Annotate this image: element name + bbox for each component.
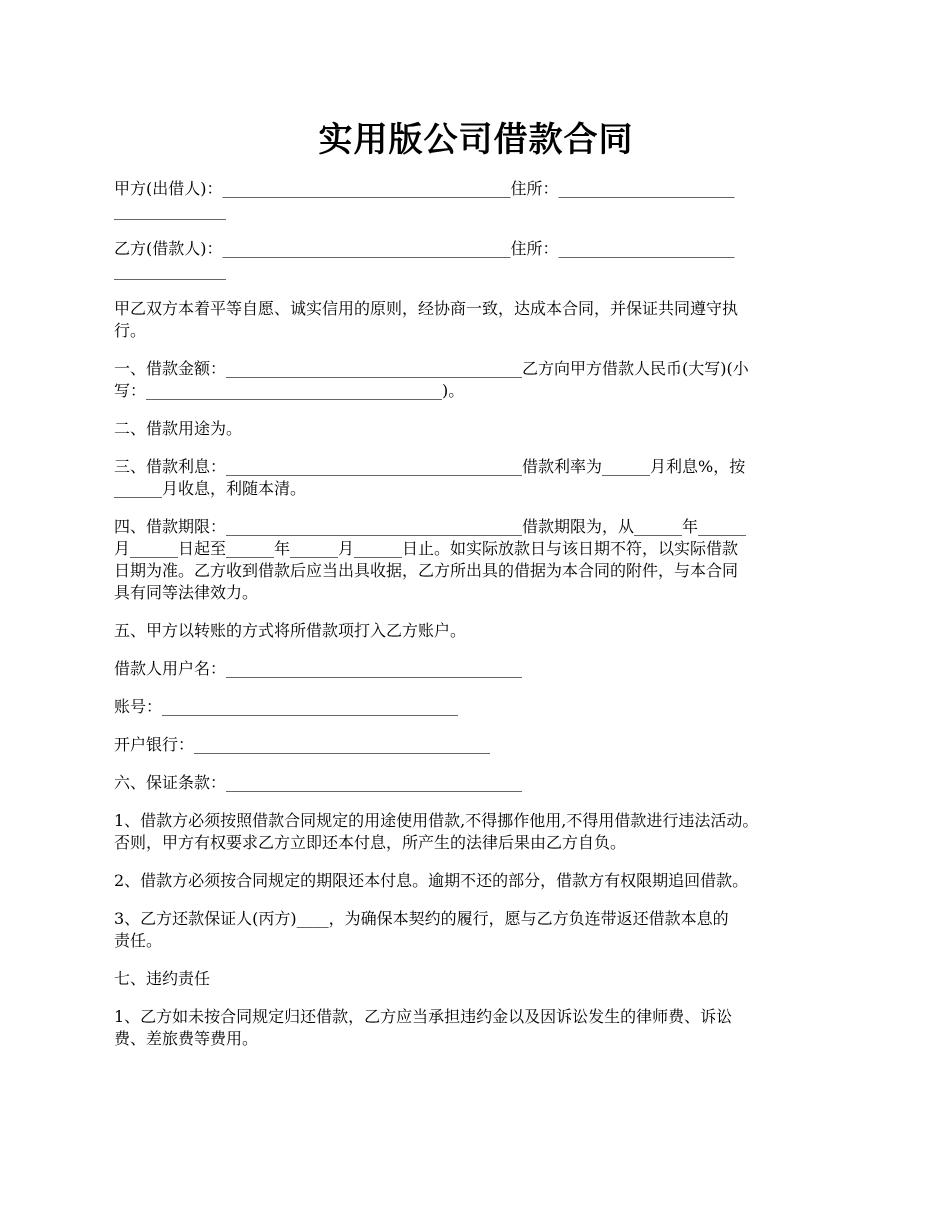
guarantee-item-1: 1、借款方必须按照借款合同规定的用途使用借款,不得挪作他用,不得用借款进行违法活动。 否则，甲方有权要求乙方立即还本付息，所产生的法律后果由乙方自负。 xyxy=(114,811,759,852)
clause-breach-heading: 七、违约责任 xyxy=(114,969,211,988)
borrower-account-name: 借款人用户名：_____________________________________ xyxy=(114,659,523,678)
guarantee-item-2: 2、借款方必须按合同规定的期限还本付息。逾期不还的部分，借款方有权限期追回借款。 xyxy=(114,871,749,890)
breach-item-1: 1、乙方如未按合同规定归还借款，乙方应当承担违约金以及因诉讼发生的律师费、诉讼 费、差旅费等费用。 xyxy=(114,1007,733,1048)
party-a-line: 甲方(出借人)：____________________________________住所：______________________ ______________ xyxy=(114,179,735,220)
clause-loan-term: 四、借款期限：_____________________________________借款期限为，从______年______ 月______日起至______年______月______日止。如实际放款日与该日期不符，以实际借款 日期为准。乙方收到借款后应当出具收据，乙方所出具的借据为本合同的附件，与本合同 具有同等法律效力。 xyxy=(114,517,747,602)
clause-transfer-method: 五、甲方以转账的方式将所借款项打入乙方账户。 xyxy=(114,621,467,640)
account-number: 账号：_____________________________________ xyxy=(114,697,459,716)
guarantee-item-3: 3、乙方还款保证人(丙方)____，为确保本契约的履行，愿与乙方负连带返还借款本息的 责任。 xyxy=(114,909,729,950)
clause-loan-interest: 三、借款利息：_____________________________________借款利率为______月利息%，按 ______月收息，利随本清。 xyxy=(114,457,746,498)
clause-loan-purpose: 二、借款用途为。 xyxy=(114,419,243,438)
preamble-paragraph: 甲乙双方本着平等自愿、诚实信用的原则，经协商一致，达成本合同，并保证共同遵守执 行。 xyxy=(114,299,739,340)
party-b-line: 乙方(借款人)：____________________________________住所：______________________ ______________ xyxy=(114,239,735,280)
document-body xyxy=(114,178,838,1050)
clause-guarantee: 六、保证条款：_____________________________________ xyxy=(114,773,523,792)
clause-loan-amount: 一、借款金额：_____________________________________乙方向甲方借款人民币(大写)(小 写：_____________________________________)。 xyxy=(114,359,749,400)
document-title: 实用版公司借款合同 xyxy=(318,120,634,160)
opening-bank: 开户银行：_____________________________________ xyxy=(114,735,491,754)
